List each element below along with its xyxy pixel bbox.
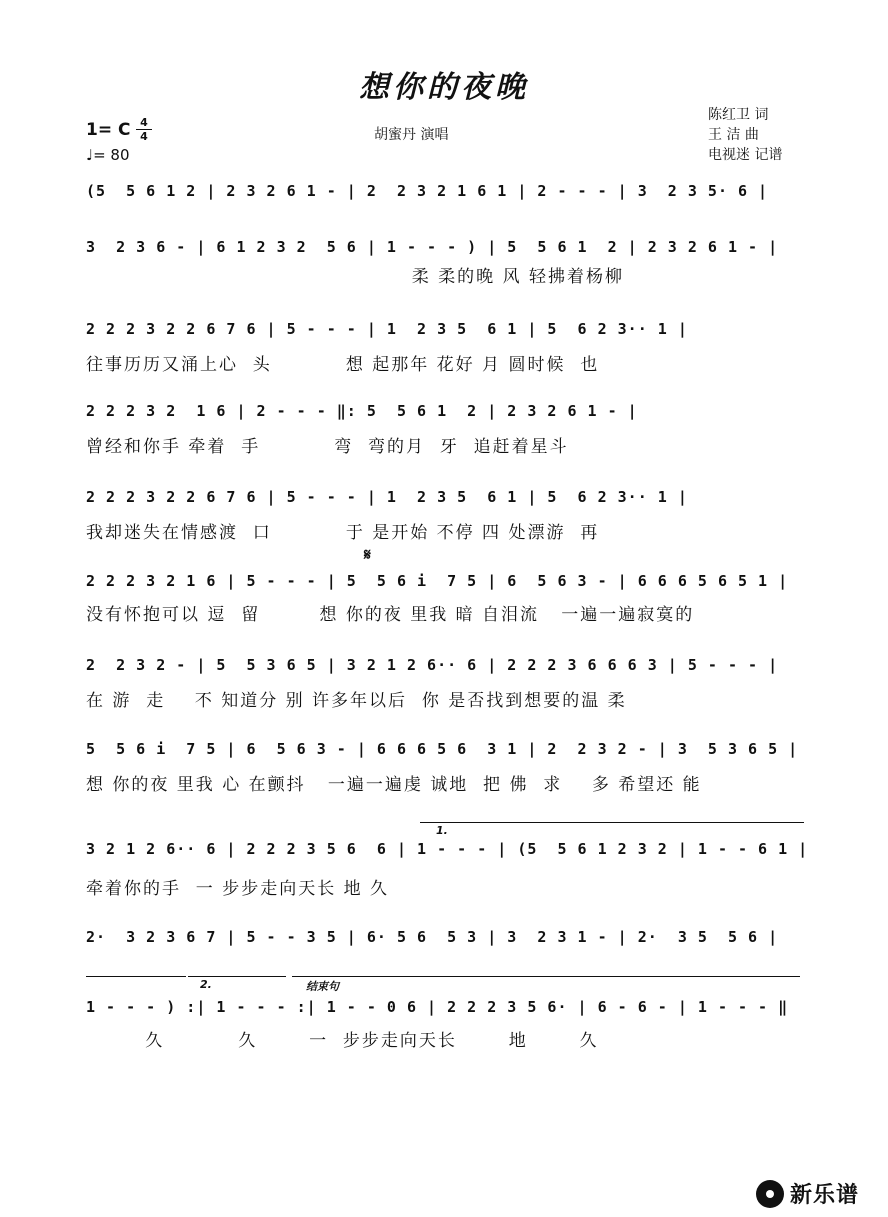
site-logo bbox=[756, 1178, 859, 1209]
notation-row-6: 2 2 2 3 2 1 6 | 5 - - - | 5 5 6 i 7 5 | 6 5 6 3 - | 6 6 6 5 6 5 1 | bbox=[86, 572, 789, 590]
lyrics-row-4: 曾经和你手 牵着 手 弯 弯的月 牙 追赶着星斗 bbox=[86, 437, 569, 457]
lyrics-row-3: 往事历历又涌上心 头 想 起那年 花好 月 圆时候 也 bbox=[86, 355, 600, 375]
notation-row-8: 5 5 6 i 7 5 | 6 5 6 3 - | 6 6 6 5 6 3 1 | 2 2 3 2 - | 3 5 3 6 5 | bbox=[86, 740, 799, 758]
lyrics-row-2: 柔 柔的晚 风 轻拂着杨柳 bbox=[86, 267, 624, 287]
second-ending-bracket bbox=[188, 976, 286, 977]
first-ending-label: 1. bbox=[436, 824, 448, 837]
coda-label: 结束句 bbox=[306, 980, 339, 993]
lyricist-credit: 陈红卫 词 bbox=[708, 107, 769, 123]
song-title: 想你的夜晚 bbox=[359, 70, 529, 105]
lyrics-row-5: 我却迷失在情感渡 口 于 是开始 不停 四 处漂游 再 bbox=[86, 523, 600, 543]
notation-row-9: 3 2 1 2 6·· 6 | 2 2 2 3 5 6 6 | 1 - - - | (5 5 6 1 2 3 2 | 1 - - 6 1 | bbox=[86, 840, 809, 858]
transcriber-credit: 电视迷 记谱 bbox=[708, 147, 783, 163]
notation-row-2: 3 2 3 6 - | 6 1 2 3 2 5 6 | 1 - - - ) | 5 5 6 1 2 | 2 3 2 6 1 - | bbox=[86, 238, 779, 256]
segno-sign: 𝄋 bbox=[364, 545, 371, 564]
tempo-marking: ♩= 80 bbox=[86, 146, 130, 164]
notation-row-11: 1 - - - ) :| 1 - - - :| 1 - - 0 6 | 2 2 2 3 5 6· | 6 - 6 - | 1 - - - ‖ bbox=[86, 998, 789, 1016]
credits-block bbox=[708, 105, 782, 165]
singer-credit: 胡蜜丹 演唱 bbox=[374, 127, 449, 143]
notation-row-4: 2 2 2 3 2 1 6 | 2 - - - ‖: 5 5 6 1 2 | 2 3 2 6 1 - | bbox=[86, 402, 638, 420]
time-signature-top: 4 bbox=[140, 116, 148, 129]
first-ending-continuation bbox=[86, 976, 186, 977]
lyrics-row-11: 久 久 一 步步走向天长 地 久 bbox=[86, 1031, 599, 1051]
lyrics-row-9: 牵着你的手 一 步步走向天长 地 久 bbox=[86, 879, 390, 899]
notation-row-10: 2· 3 2 3 6 7 | 5 - - 3 5 | 6· 5 6 5 3 | 3 2 3 1 - | 2· 3 5 5 6 | bbox=[86, 928, 779, 946]
record-disc-icon bbox=[756, 1180, 784, 1208]
logo-text: 新乐谱 bbox=[790, 1183, 860, 1208]
lyrics-row-7: 在 游 走 不 知道分 别 许多年以后 你 是否找到想要的温 柔 bbox=[86, 691, 627, 711]
first-ending-bracket bbox=[420, 822, 804, 823]
lyrics-row-8: 想 你的夜 里我 心 在颤抖 一遍一遍虔 诚地 把 佛 求 多 希望还 能 bbox=[86, 775, 702, 795]
second-ending-label: 2. bbox=[200, 978, 212, 991]
notation-row-3: 2 2 2 3 2 2 6 7 6 | 5 - - - | 1 2 3 5 6 1 | 5 6 2 3·· 1 | bbox=[86, 320, 688, 338]
notation-row-1: (5 5 6 1 2 | 2 3 2 6 1 - | 2 2 3 2 1 6 1 | 2 - - - | 3 2 3 5· 6 | bbox=[86, 182, 769, 200]
coda-bracket bbox=[292, 976, 800, 977]
lyrics-row-6: 没有怀抱可以 逗 留 想 你的夜 里我 暗 自泪流 一遍一遍寂寞的 bbox=[86, 605, 695, 625]
composer-credit: 王 洁 曲 bbox=[708, 127, 759, 143]
key-signature: 1= C bbox=[86, 120, 131, 140]
time-signature-bottom: 4 bbox=[140, 130, 148, 143]
notation-row-7: 2 2 3 2 - | 5 5 3 6 5 | 3 2 1 2 6·· 6 | 2 2 2 3 6 6 6 3 | 5 - - - | bbox=[86, 656, 779, 674]
time-signature bbox=[136, 117, 152, 142]
notation-row-5: 2 2 2 3 2 2 6 7 6 | 5 - - - | 1 2 3 5 6 1 | 5 6 2 3·· 1 | bbox=[86, 488, 688, 506]
